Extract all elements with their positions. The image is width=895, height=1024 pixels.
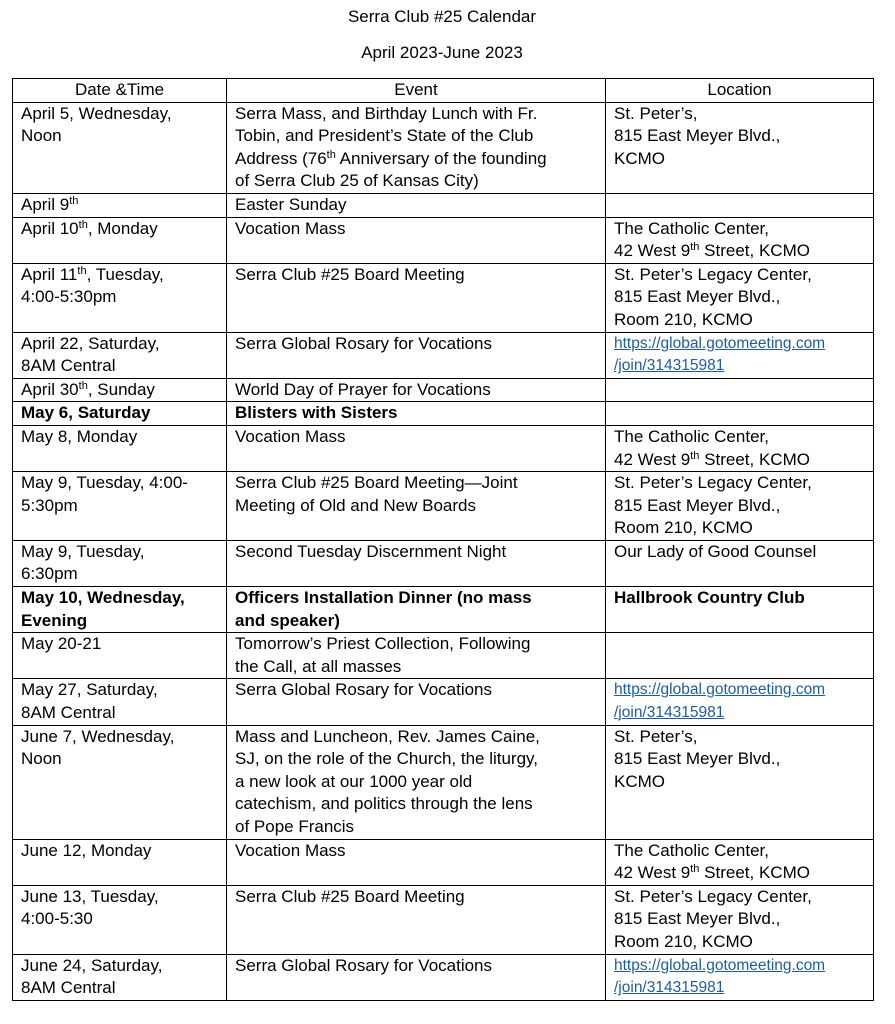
location-cell-line: Hallbrook Country Club [614,588,805,608]
date-cell-line: April 10th, Monday [21,218,158,238]
date-cell-line: 8AM Central [21,978,116,998]
date-cell [13,332,227,378]
event-cell [227,679,606,725]
event-cell-line: a new look at our 1000 year old [235,771,473,791]
location-cell [606,193,874,217]
date-cell [13,193,227,217]
event-cell-line: Officers Installation Dinner (no mass [235,588,532,608]
location-cell-line: The Catholic Center, [614,426,769,446]
date-cell-line: May 9, Tuesday, [21,541,145,561]
location-cell [606,217,874,263]
date-cell [13,102,227,193]
event-cell [227,885,606,954]
table-row [13,885,874,954]
date-cell-line: 5:30pm [21,495,78,515]
table-row [13,725,874,839]
date-cell [13,587,227,633]
date-cell-line: May 27, Saturday, [21,680,158,700]
table-row [13,425,874,471]
table-row [13,217,874,263]
table-row [13,633,874,679]
event-cell-line: Tomorrow’s Priest Collection, Following [235,634,531,654]
table-row [13,587,874,633]
event-cell [227,587,606,633]
event-cell-line: Vocation Mass [235,840,346,860]
event-cell-line: Second Tuesday Discernment Night [235,541,507,561]
date-cell [13,402,227,426]
event-cell-line: Serra Club #25 Board Meeting [235,264,465,284]
event-cell-line: Easter Sunday [235,194,347,214]
date-cell-line: June 12, Monday [21,840,152,860]
location-cell [606,540,874,586]
location-cell-line: Our Lady of Good Counsel [614,541,817,561]
location-cell-line: 42 West 9th Street, KCMO [614,449,810,469]
location-cell [606,725,874,839]
date-cell [13,885,227,954]
page-title: Serra Club #25 Calendar [347,7,537,26]
event-cell [227,378,606,402]
event-cell [227,102,606,193]
event-cell-line: Serra Global Rosary for Vocations [235,680,493,700]
date-cell-line: May 9, Tuesday, 4:00- [21,473,188,493]
location-cell [606,263,874,332]
location-cell-line: Room 210, KCMO [614,931,753,951]
date-cell [13,217,227,263]
location-cell [606,679,874,725]
location-cell-line: Room 210, KCMO [614,518,753,538]
location-cell-line: St. Peter’s, [614,103,698,123]
event-cell [227,332,606,378]
event-cell-line: catechism, and politics through the lens [235,794,533,814]
event-cell-line: of Serra Club 25 of Kansas City) [235,171,479,191]
location-cell [606,102,874,193]
meeting-link[interactable]: https://global.gotomeeting.com [614,956,826,974]
event-cell-line: Serra Global Rosary for Vocations [235,955,493,975]
location-cell-line: KCMO [614,771,665,791]
event-cell-line: Mass and Luncheon, Rev. James Caine, [235,726,540,746]
event-cell [227,263,606,332]
location-cell-line: 815 East Meyer Blvd., [614,909,781,929]
page-subtitle: April 2023-June 2023 [361,43,523,62]
table-row [13,102,874,193]
meeting-link[interactable]: https://global.gotomeeting.com [614,334,826,352]
location-cell-line: Room 210, KCMO [614,309,753,329]
location-cell-line: 42 West 9th Street, KCMO [614,241,810,261]
date-cell-line: 6:30pm [21,564,78,584]
location-cell [606,587,874,633]
event-cell-line: of Pope Francis [235,817,355,836]
date-cell-line: 8AM Central [21,356,116,376]
date-cell-line: May 20-21 [21,634,102,654]
location-cell-line: 815 East Meyer Blvd., [614,126,781,146]
calendar-body [13,102,874,1000]
location-cell-line: 815 East Meyer Blvd., [614,495,781,515]
event-cell-line: and speaker) [235,610,340,630]
event-cell-line: Blisters with Sisters [235,403,398,423]
table-row [13,378,874,402]
location-cell-line: 815 East Meyer Blvd., [614,749,781,769]
date-cell [13,839,227,885]
date-cell-line: April 5, Wednesday, [21,103,172,123]
event-cell [227,540,606,586]
event-cell [227,425,606,471]
table-row [13,332,874,378]
location-cell-line: The Catholic Center, [614,840,769,860]
location-cell-line: St. Peter’s, [614,726,698,746]
date-cell-line: May 8, Monday [21,426,138,446]
event-cell [227,633,606,679]
event-cell [227,217,606,263]
date-cell-line: April 22, Saturday, [21,333,160,353]
date-cell [13,954,227,1000]
table-row [13,402,874,426]
header-date: Date &Time [13,79,227,103]
header-location: Location [606,79,874,103]
date-cell-line: 4:00-5:30 [21,909,93,929]
table-row [13,954,874,1000]
date-cell-line: May 6, Saturday [21,403,151,423]
meeting-link[interactable]: https://global.gotomeeting.com [614,681,826,699]
header-event: Event [227,79,606,103]
event-cell [227,725,606,839]
location-cell [606,332,874,378]
date-cell-line: Noon [21,749,62,769]
table-row [13,193,874,217]
event-cell-line: Serra Mass, and Birthday Lunch with Fr. [235,103,538,123]
location-cell [606,425,874,471]
header-row [13,79,874,103]
date-cell-line: June 24, Saturday, [21,955,163,975]
location-cell [606,633,874,679]
event-cell-line: World Day of Prayer for Vocations [235,379,491,399]
date-cell-line: 4:00-5:30pm [21,287,117,307]
date-cell-line: Evening [21,610,88,630]
date-cell [13,633,227,679]
date-cell [13,540,227,586]
date-cell [13,472,227,541]
date-cell-line: April 30th, Sunday [21,379,155,399]
event-cell [227,402,606,426]
table-row [13,679,874,725]
location-cell-line: St. Peter’s Legacy Center, [614,264,812,284]
event-cell-line: Serra Club #25 Board Meeting [235,886,465,906]
date-cell-line: June 7, Wednesday, [21,726,175,746]
date-cell [13,679,227,725]
location-cell-line: St. Peter’s Legacy Center, [614,886,812,906]
location-cell [606,839,874,885]
location-cell [606,402,874,426]
date-cell-line: April 9th [21,194,79,214]
location-cell [606,472,874,541]
event-cell-line: Meeting of Old and New Boards [235,495,476,515]
event-cell-line: the Call, at all masses [235,656,402,676]
date-cell-line: May 10, Wednesday, [21,588,185,608]
event-cell [227,954,606,1000]
meeting-link[interactable]: /join/314315981 [614,357,725,375]
event-cell-line: Vocation Mass [235,218,346,238]
location-cell-line: KCMO [614,148,665,168]
location-cell-line: The Catholic Center, [614,218,769,238]
location-cell [606,954,874,1000]
event-cell-line: Serra Global Rosary for Vocations [235,333,493,353]
calendar-table [12,78,874,1001]
meeting-link[interactable]: /join/314315981 [614,979,725,997]
event-cell [227,839,606,885]
event-cell [227,193,606,217]
date-cell [13,263,227,332]
date-cell [13,378,227,402]
location-cell-line: 815 East Meyer Blvd., [614,287,781,307]
date-cell-line: June 13, Tuesday, [21,886,159,906]
meeting-link[interactable]: /join/314315981 [614,704,725,722]
event-cell-line: Serra Club #25 Board Meeting—Joint [235,473,518,493]
table-row [13,472,874,541]
location-cell-line: St. Peter’s Legacy Center, [614,473,812,493]
location-cell [606,378,874,402]
event-cell-line: Address (76th Anniversary of the founding [235,148,547,168]
event-cell [227,472,606,541]
location-cell-line: 42 West 9th Street, KCMO [614,863,810,883]
date-cell [13,425,227,471]
table-row [13,839,874,885]
date-cell-line: Noon [21,126,62,146]
date-cell-line: April 11th, Tuesday, [21,264,164,284]
event-cell-line: Tobin, and President’s State of the Club [235,126,534,146]
table-row [13,263,874,332]
location-cell [606,885,874,954]
event-cell-line: Vocation Mass [235,426,346,446]
date-cell [13,725,227,839]
event-cell-line: SJ, on the role of the Church, the liturgy, [235,749,539,769]
date-cell-line: 8AM Central [21,703,116,723]
table-row [13,540,874,586]
